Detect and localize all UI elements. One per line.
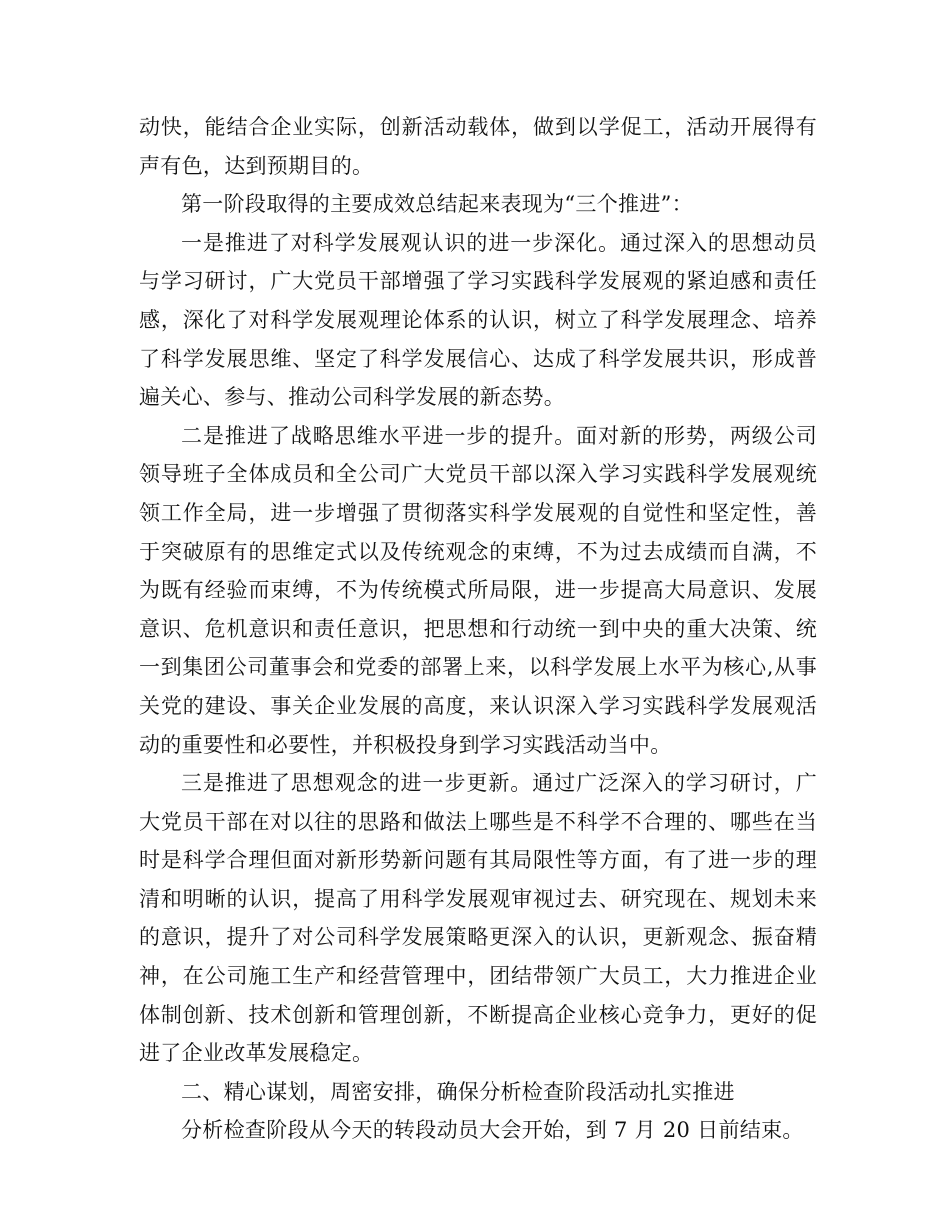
paragraph-first-advance: 一是推进了对科学发展观认识的进一步深化。通过深入的思想动员与学习研讨，广大党员干部增强了学习实践科学发展观的紧迫感和责任感，深化了对科学发展观理论体系的认识，树立了科学发展理念、培养了科学发展思维、坚定了科学发展信心、达成了科学发展共识，形成普遍关心、参与、推动公司科学发展的新态势。 (139, 230, 817, 410)
paragraph-stage-schedule: 分析检查阶段从今天的转段动员大会开始，到 7 月 20 日前结束。 (181, 1118, 804, 1143)
paragraph-continuation: 动快，能结合企业实际，创新活动载体，做到以学促工，活动开展得有声有色，达到预期目的。 (139, 115, 817, 178)
document-body (139, 108, 817, 1150)
paragraph-summary-intro: 第一阶段取得的主要成效总结起来表现为“三个推进”： (181, 192, 693, 217)
paragraph-second-advance: 二是推进了战略思维水平进一步的提升。面对新的形势，两级公司领导班子全体成员和全公司广大党员干部以深入学习实践科学发展观统领工作全局，进一步增强了贯彻落实科学发展观的自觉性和坚定性，善于突破原有的思维定式以及传统观念的束缚，不为过去成绩而自满，不为既有经验而束缚，不为传统模式所局限，进一步提高大局意识、发展意识、危机意识和责任意识，把思想和行动统一到中央的重大决策、统一到集团公司董事会和党委的部署上来，以科学发展上水平为核心,从事关党的建设、事关企业发展的高度，来认识深入学习实践科学发展观活动的重要性和必要性，并积极投身到学习实践活动当中。 (139, 423, 817, 757)
section-heading: 二、精心谋划，周密安排，确保分析检查阶段活动扎实推进 (181, 1079, 735, 1104)
paragraph-third-advance: 三是推进了思想观念的进一步更新。通过广泛深入的学习研讨，广大党员干部在对以往的思路和做法上哪些是不科学不合理的、哪些在当时是科学合理但面对新形势新问题有其局限性等方面，有了进一步的理清和明晰的认识，提高了用科学发展观审视过去、研究现在、规划未来的意识，提升了对公司科学发展策略更深入的认识，更新观念、振奋精神，在公司施工生产和经营管理中，团结带领广大员工，大力推进企业体制创新、技术创新和管理创新，不断提高企业核心竞争力，更好的促进了企业改革发展稳定。 (139, 771, 817, 1066)
